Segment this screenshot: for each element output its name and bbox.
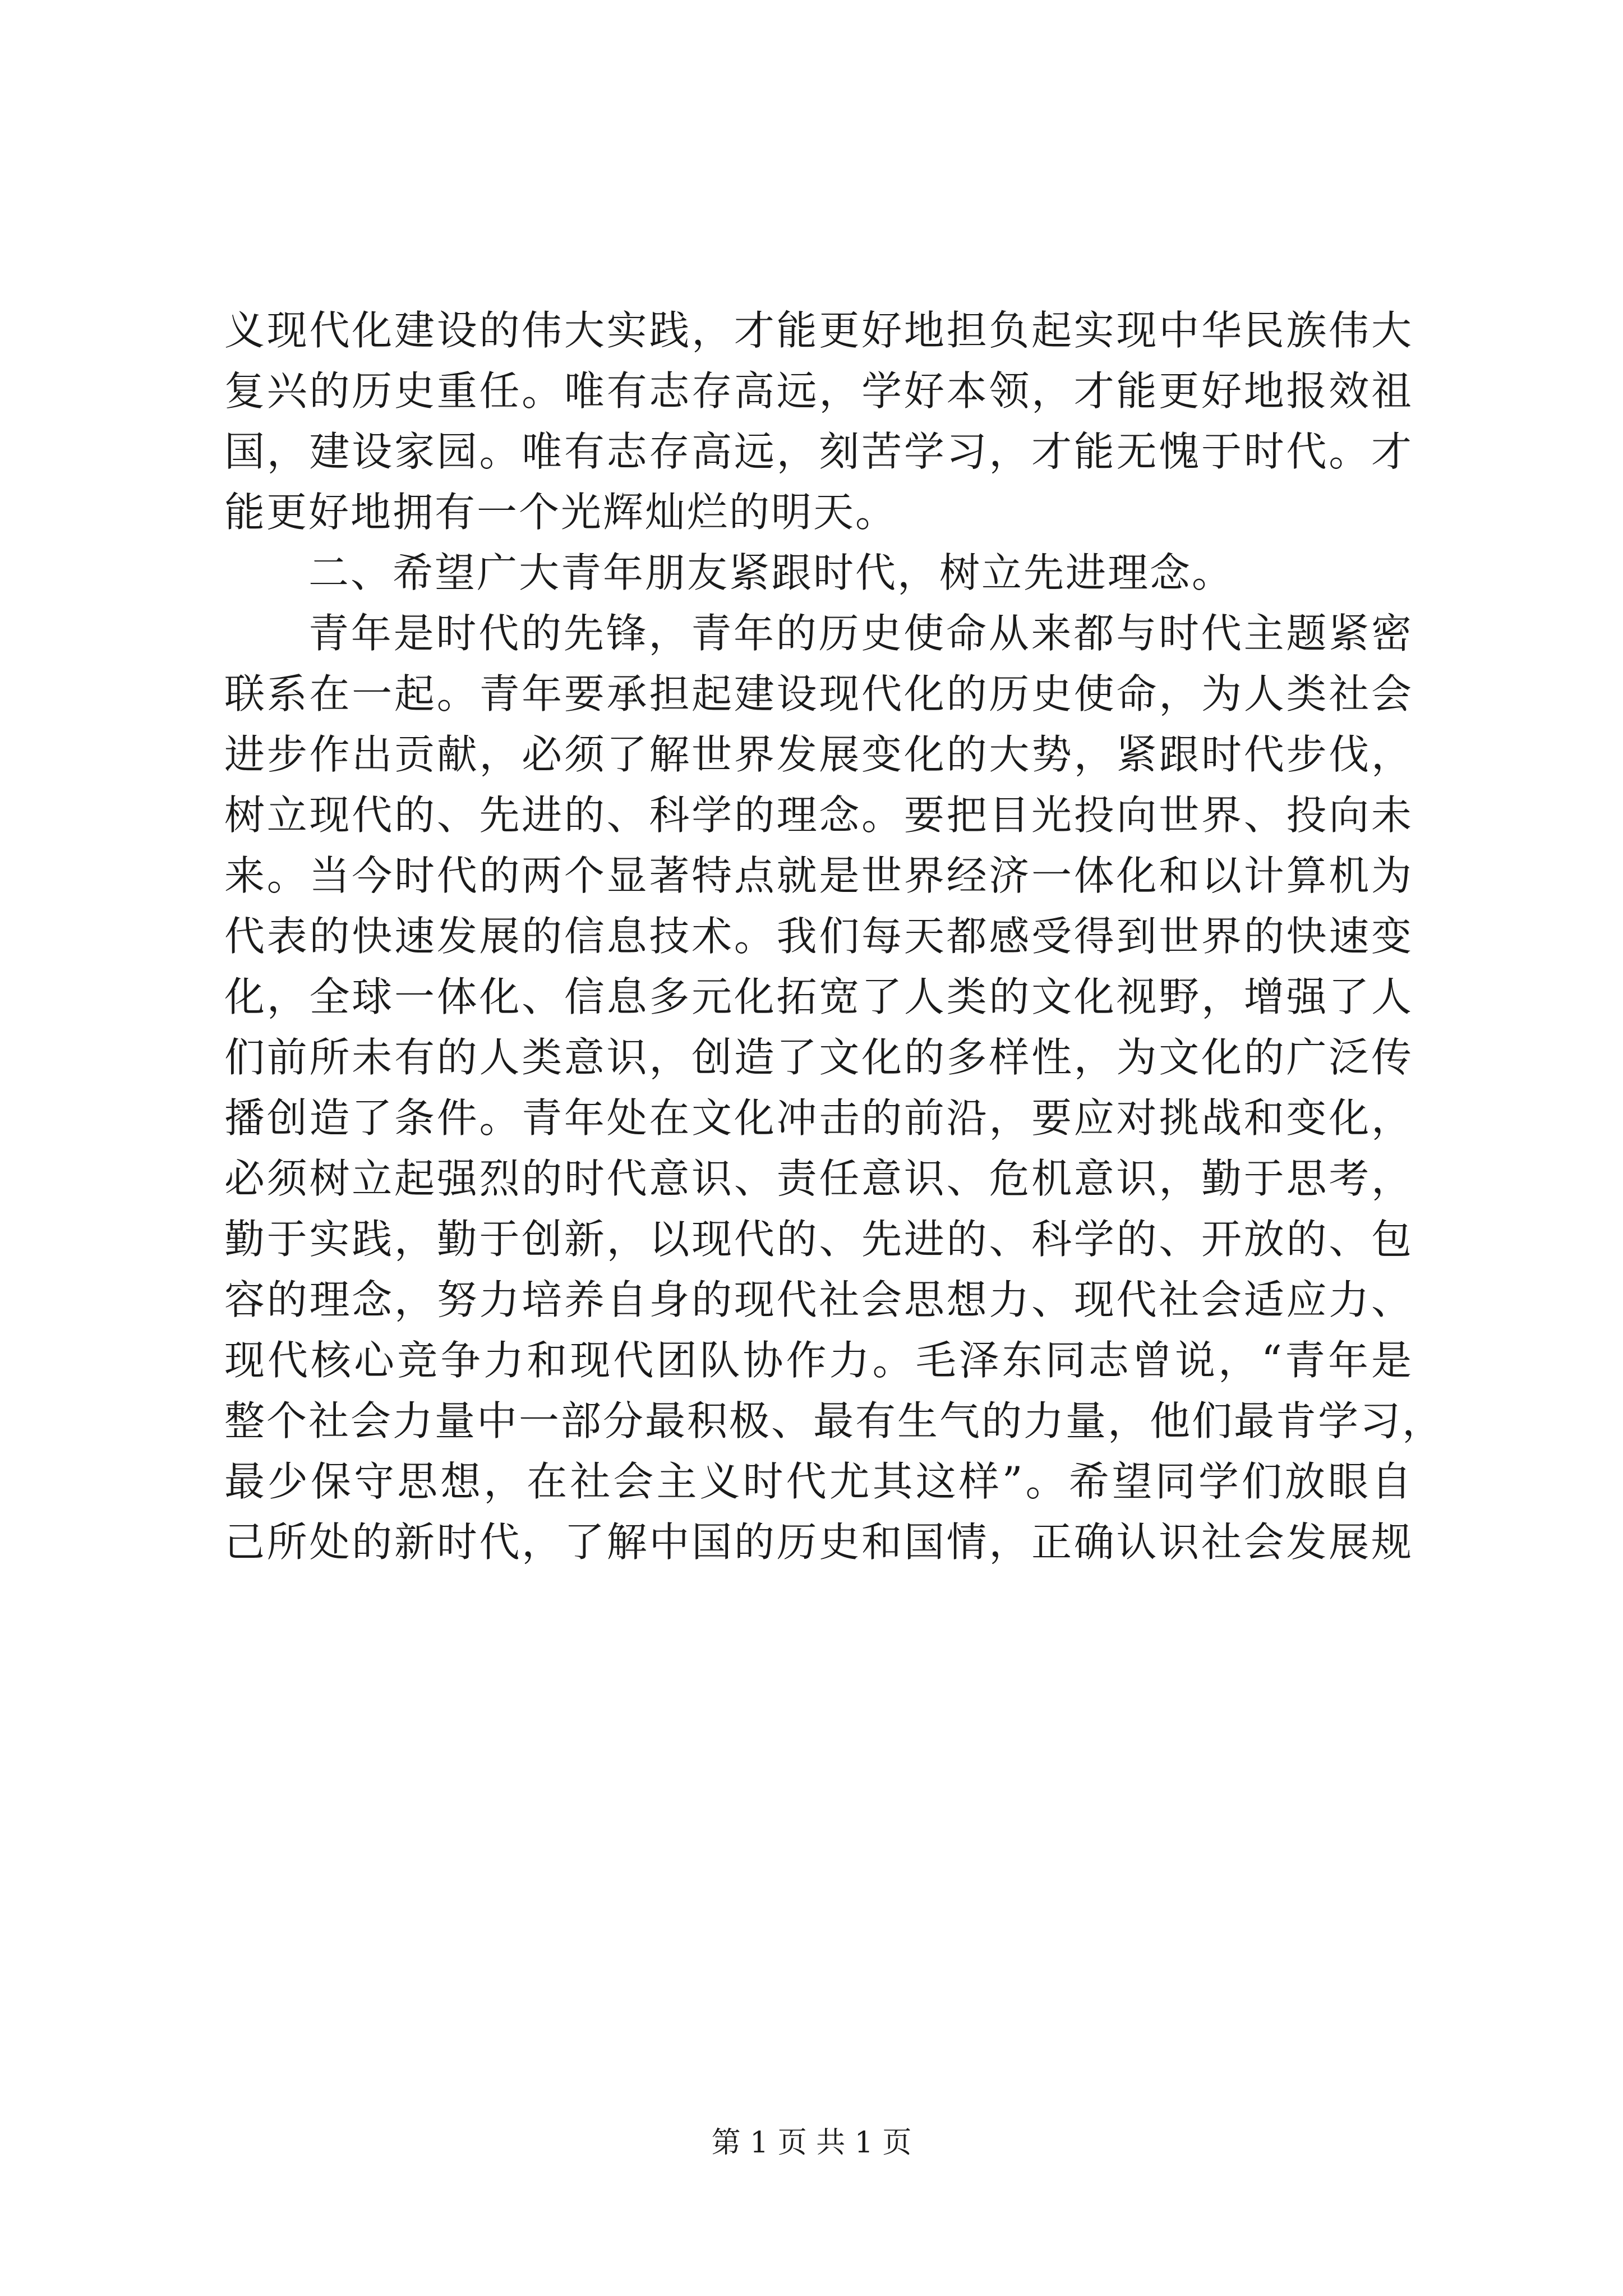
- page-number-label: 第 1 页 共 1 页: [711, 2126, 912, 2160]
- text-line: 复兴的历史重任。唯有志存高远，学好本领，才能更好地报效祖: [224, 367, 1413, 415]
- text-line: 义现代化建设的伟大实践，才能更好地担负起实现中华民族伟大: [224, 307, 1413, 354]
- page-footer: [0, 2123, 1623, 2162]
- text-line: 能更好地拥有一个光辉灿烂的明天。: [224, 489, 898, 536]
- text-line: 来。当今时代的两个显著特点就是世界经济一体化和以计算机为: [224, 852, 1413, 899]
- text-line: 们前所未有的人类意识，创造了文化的多样性，为文化的广泛传: [224, 1034, 1413, 1081]
- text-line: 国，建设家园。唯有志存高远，刻苦学习，才能无愧于时代。才: [224, 428, 1413, 475]
- text-line: 进步作出贡献，必须了解世界发展变化的大势，紧跟时代步伐，: [224, 731, 1413, 778]
- text-line: 代表的快速发展的信息技术。我们每天都感受得到世界的快速变: [224, 913, 1413, 960]
- text-line: 联系在一起。青年要承担起建设现代化的历史使命，为人类社会: [224, 670, 1413, 717]
- text-line: 青年是时代的先锋，青年的历史使命从来都与时代主题紧密: [308, 610, 1413, 657]
- text-line: 勤于实践，勤于创新，以现代的、先进的、科学的、开放的、包: [224, 1216, 1413, 1263]
- text-line: 播创造了条件。青年处在文化冲击的前沿，要应对挑战和变化，: [224, 1094, 1413, 1142]
- text-line: 整个社会力量中一部分最积极、最有生气的力量，他们最肯学习，: [224, 1397, 1445, 1444]
- text-line: 现代核心竞争力和现代团队协作力。毛泽东同志曾说，“青年是: [224, 1337, 1413, 1384]
- text-line: 最少保守思想，在社会主义时代尤其这样”。希望同学们放眼自: [224, 1458, 1413, 1505]
- section-heading: 二、希望广大青年朋友紧跟时代，树立先进理念。: [308, 549, 1234, 596]
- text-line: 己所处的新时代，了解中国的历史和国情，正确认识社会发展规: [224, 1519, 1413, 1566]
- document-body: [224, 300, 1445, 1572]
- text-line: 树立现代的、先进的、科学的理念。要把目光投向世界、投向未: [224, 792, 1413, 839]
- text-line: 化，全球一体化、信息多元化拓宽了人类的文化视野，增强了人: [224, 973, 1413, 1020]
- text-line: 必须树立起强烈的时代意识、责任意识、危机意识，勤于思考，: [224, 1155, 1413, 1202]
- text-line: 容的理念，努力培养自身的现代社会思想力、现代社会适应力、: [224, 1276, 1413, 1323]
